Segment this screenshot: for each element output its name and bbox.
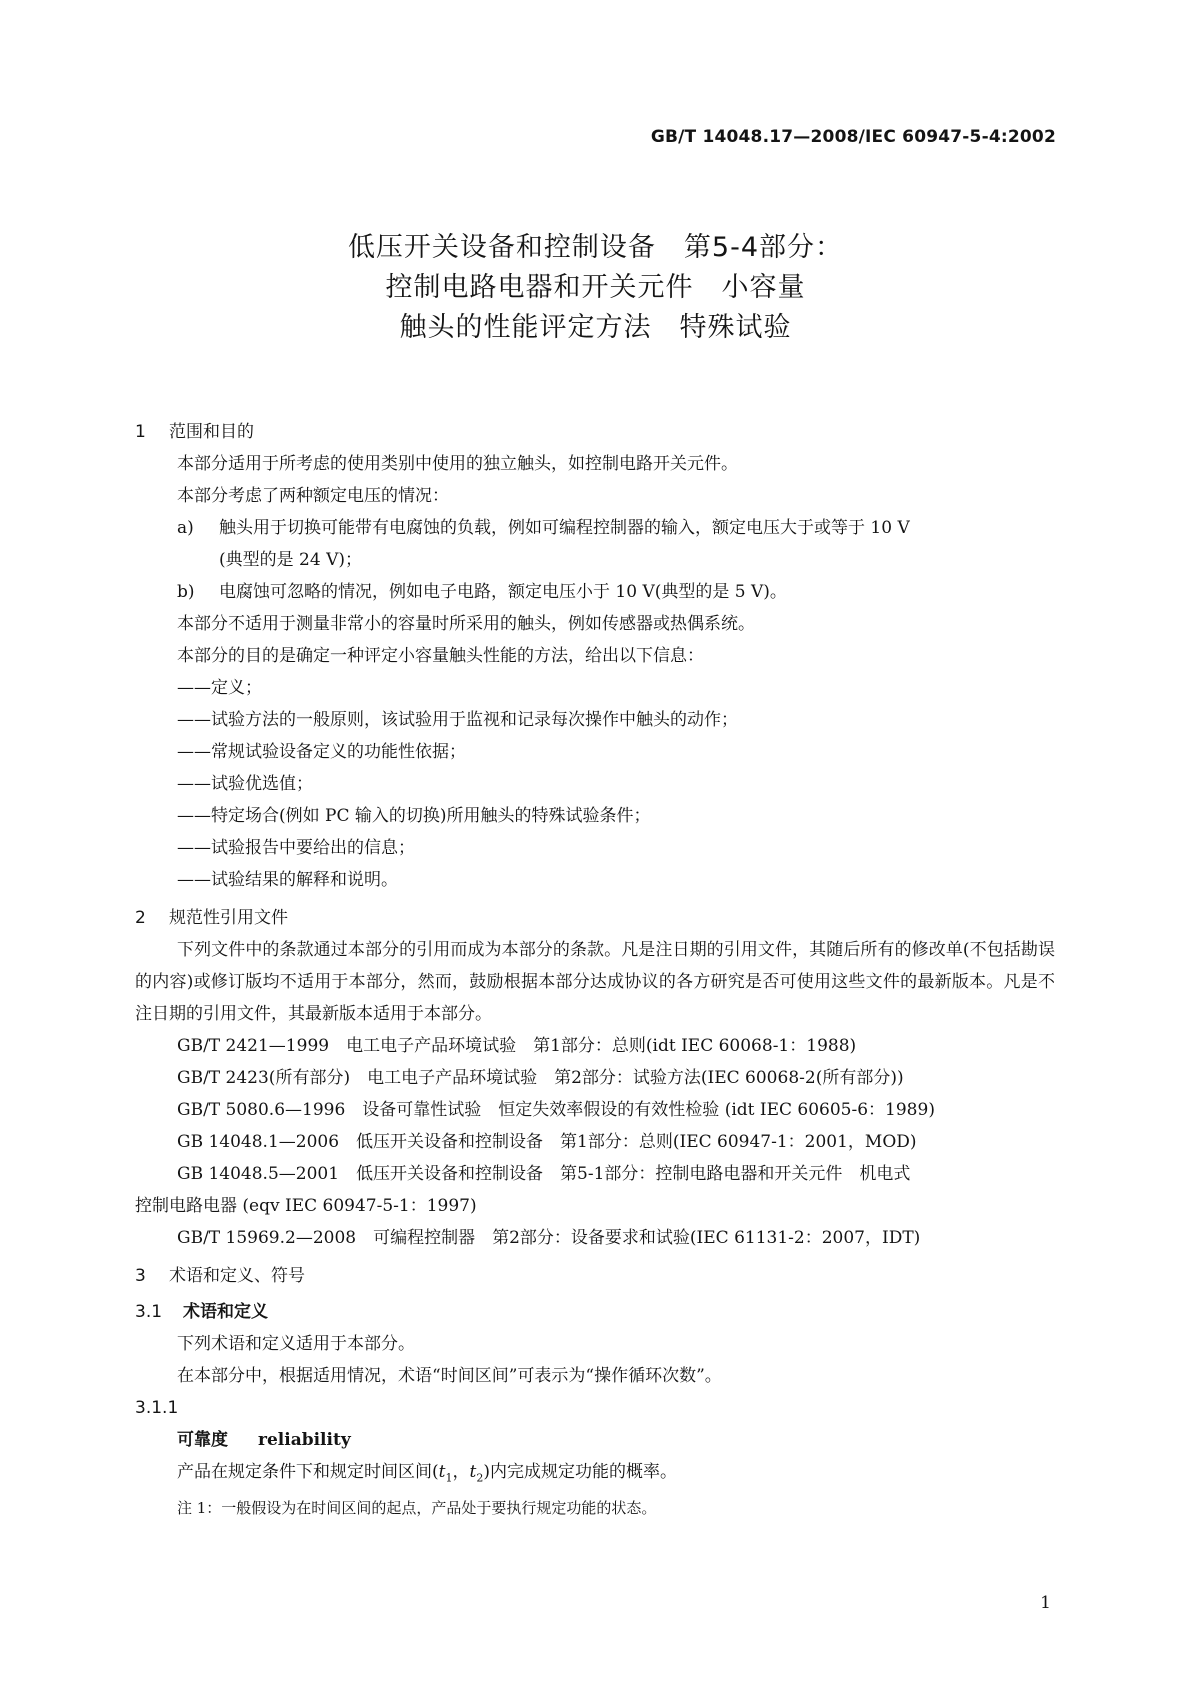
page-number: 1 [1040, 1593, 1051, 1613]
subsection-title: 术语和定义 [183, 1302, 268, 1322]
reference-item: GB/T 5080.6—1996 设备可靠性试验 恒定失效率假设的有效性检验 (idt IEC 60605-6：1989) [177, 1100, 935, 1120]
list-item-a-continuation: (典型的是 24 V)； [219, 550, 362, 570]
term-english: reliability [258, 1430, 351, 1450]
document-title [0, 228, 1191, 348]
list-item-b [135, 576, 1055, 608]
reference-item: GB/T 2421—1999 电工电子产品环境试验 第1部分：总则(idt IEC 60068-1：1988) [177, 1036, 857, 1056]
reference-item: GB/T 2423(所有部分) 电工电子产品环境试验 第2部分：试验方法(IEC 60068-2(所有部分)) [177, 1068, 904, 1088]
t2-symbol: t [469, 1462, 477, 1482]
reference-item: GB 14048.5—2001 低压开关设备和控制设备 第5-1部分：控制电路电器和开关元件 机电式 [177, 1164, 911, 1184]
paragraph: 下列术语和定义适用于本部分。 [177, 1334, 415, 1354]
note: 注 1：一般假设为在时间区间的起点，产品处于要执行规定功能的状态。 [177, 1499, 657, 1518]
subsection-3-1-heading [135, 1296, 1055, 1328]
title-line-3: 触头的性能评定方法 特殊试验 [399, 312, 792, 343]
term-number: 3.1.1 [135, 1398, 179, 1418]
dash-item: ——常规试验设备定义的功能性依据； [177, 742, 466, 762]
list-text: 触头用于切换可能带有电腐蚀的负载，例如可编程控制器的输入，额定电压大于或等于 10 V [219, 518, 910, 538]
paragraph: 本部分适用于所考虑的使用类别中使用的独立触头，如控制电路开关元件。 [177, 454, 738, 474]
reference-item: GB 14048.1—2006 低压开关设备和控制设备 第1部分：总则(IEC 60947-1：2001，MOD) [177, 1132, 917, 1152]
separator: ， [452, 1462, 470, 1482]
definition-text: 产品在规定条件下和规定时间区间( [177, 1462, 439, 1482]
term-chinese: 可靠度 [177, 1430, 228, 1450]
document-body [135, 410, 1055, 1522]
section-number: 2 [135, 908, 146, 928]
section-1-heading [135, 416, 1055, 448]
standard-code: GB/T 14048.17—2008/IEC 60947-5-4:2002 [650, 127, 1056, 147]
paragraph: 本部分考虑了两种额定电压的情况： [177, 486, 449, 506]
t1-symbol: t [438, 1462, 446, 1482]
dash-item: ——试验结果的解释和说明。 [177, 870, 398, 890]
paragraph: 下列文件中的条款通过本部分的引用而成为本部分的条款。凡是注日期的引用文件，其随后所有的修改单(不包括勘误的内容)或修订版均不适用于本部分，然而，鼓励根据本部分达成协议的各方研究是否可使用这些文件的最新版本。凡是不注日期的引用文件，其最新版本适用于本部分。 [135, 940, 1055, 1024]
dash-item: ——特定场合(例如 PC 输入的切换)所用触头的特殊试验条件； [177, 806, 651, 826]
list-label: a) [177, 518, 194, 538]
term-heading [135, 1424, 1055, 1456]
section-number: 1 [135, 422, 146, 442]
section-title: 规范性引用文件 [169, 908, 288, 928]
t2-subscript: 2 [476, 1471, 484, 1485]
list-item-a [135, 512, 1055, 544]
t1-subscript: 1 [445, 1471, 453, 1485]
section-2-heading [135, 902, 1055, 934]
section-title: 术语和定义、符号 [169, 1266, 305, 1286]
section-title: 范围和目的 [169, 422, 254, 442]
section-3-heading [135, 1260, 1055, 1292]
paragraph: 本部分的目的是确定一种评定小容量触头性能的方法，给出以下信息： [177, 646, 704, 666]
definition-text: )内完成规定功能的概率。 [483, 1462, 677, 1482]
term-definition [135, 1456, 1055, 1494]
dash-item: ——定义； [177, 678, 262, 698]
dash-item: ——试验报告中要给出的信息； [177, 838, 415, 858]
dash-item: ——试验优选值； [177, 774, 313, 794]
list-text: 电腐蚀可忽略的情况，例如电子电路，额定电压小于 10 V(典型的是 5 V)。 [219, 582, 787, 602]
section-number: 3 [135, 1266, 146, 1286]
paragraph: 在本部分中，根据适用情况，术语“时间区间”可表示为“操作循环次数”。 [177, 1366, 722, 1386]
reference-item: GB/T 15969.2—2008 可编程控制器 第2部分：设备要求和试验(IEC 61131-2：2007，IDT) [177, 1228, 921, 1248]
title-line-1: 低压开关设备和控制设备 第5-4部分： [347, 232, 844, 263]
subsection-number: 3.1 [135, 1302, 163, 1322]
dash-item: ——试验方法的一般原则，该试验用于监视和记录每次操作中触头的动作； [177, 710, 738, 730]
paragraph: 本部分不适用于测量非常小的容量时所采用的触头，例如传感器或热偶系统。 [177, 614, 755, 634]
list-label: b) [177, 582, 195, 602]
title-line-2: 控制电路电器和开关元件 小容量 [385, 272, 806, 303]
reference-item-continuation: 控制电路电器 (eqv IEC 60947-5-1：1997) [135, 1196, 477, 1216]
